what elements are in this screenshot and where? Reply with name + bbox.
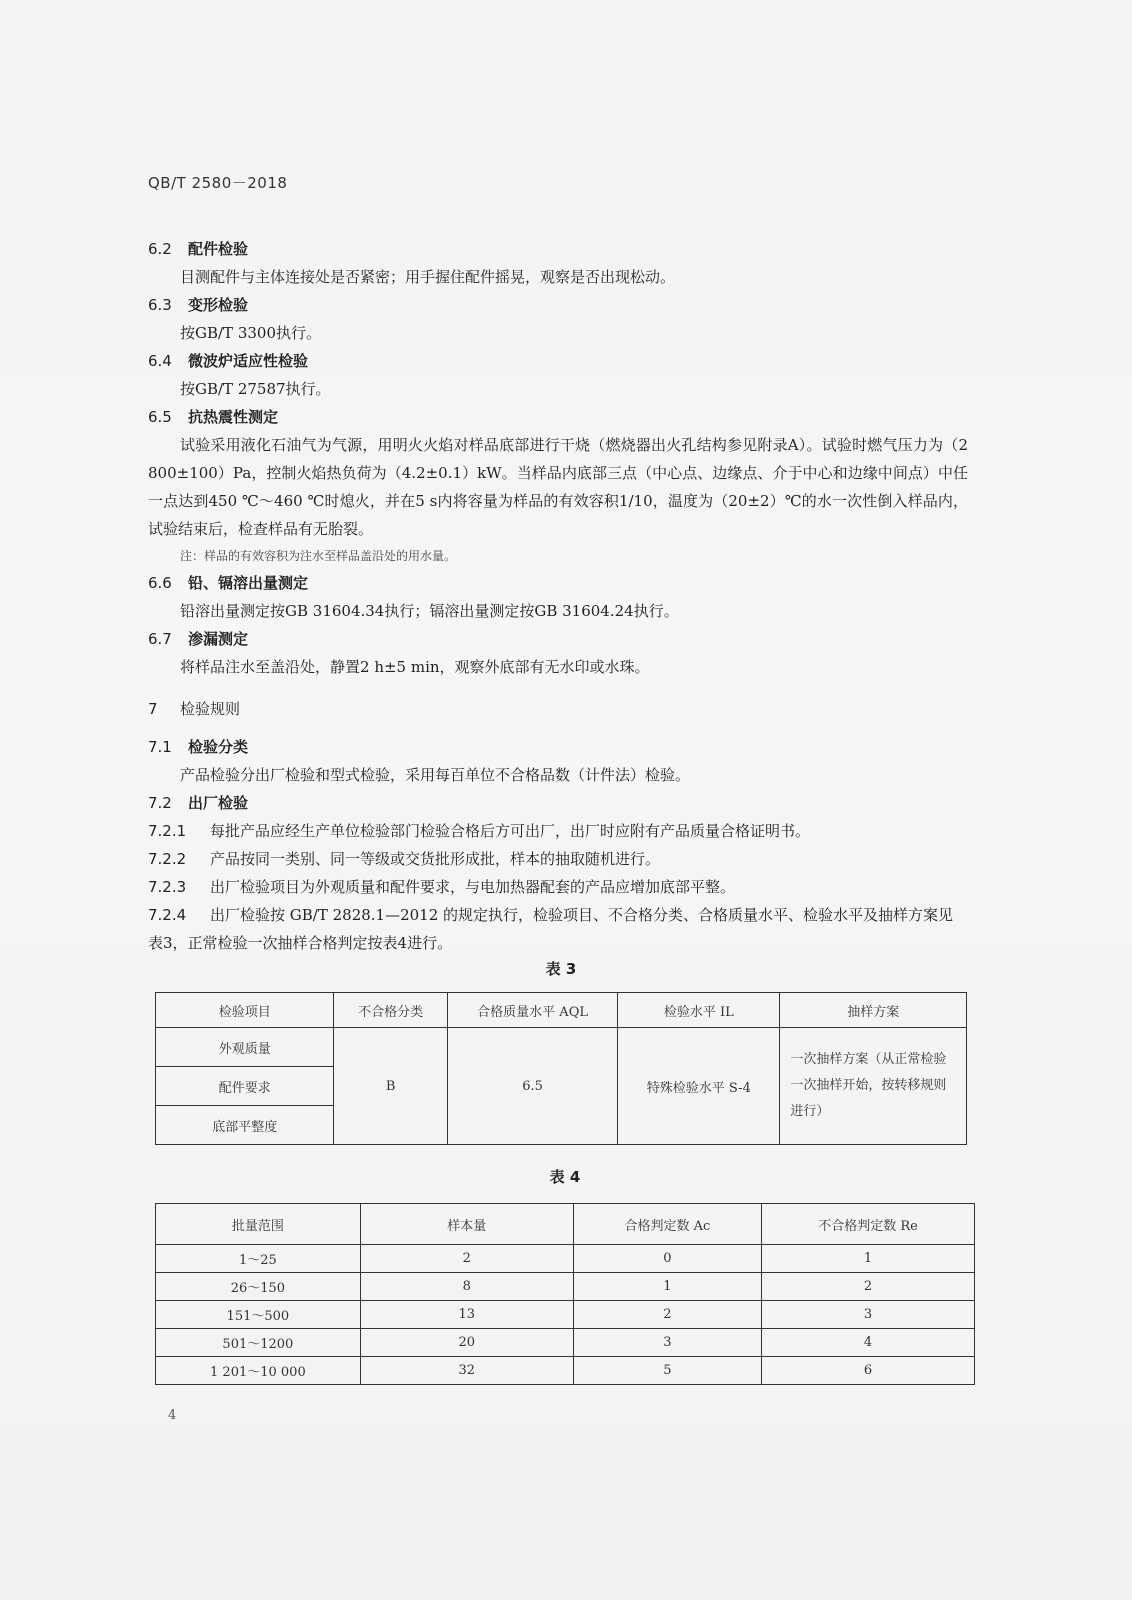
table-cell: 8 [360, 1273, 573, 1301]
body-content [148, 235, 968, 957]
section-heading: 6.7 渗漏测定 [148, 630, 249, 648]
section-heading: 6.6 铅、镉溶出量测定 [148, 574, 309, 592]
section-heading: 6.4 微波炉适应性检验 [148, 352, 309, 370]
section-heading: 6.2 配件检验 [148, 240, 249, 258]
clause: 7.2.1 每批产品应经生产单位检验部门检验合格后方可出厂，出厂时应附有产品质量合格证明书。 [148, 822, 811, 840]
clause: 7.2.3 出厂检验项目为外观质量和配件要求，与电加热器配套的产品应增加底部平整。 [148, 878, 736, 896]
section-note: 注：样品的有效容积为注水至样品盖沿处的用水量。 [180, 549, 457, 563]
section-text: 目测配件与主体连接处是否紧密；用手握住配件摇晃，观察是否出现松动。 [180, 268, 676, 286]
table-cell: 20 [360, 1329, 573, 1357]
table-cell: 底部平整度 [156, 1106, 334, 1145]
section-heading: 7.1 检验分类 [148, 738, 249, 756]
column-header: 合格质量水平 AQL [447, 993, 617, 1028]
table-cell: 151～500 [156, 1301, 361, 1329]
table-cell: 2 [573, 1301, 761, 1329]
section-text: 产品检验分出厂检验和型式检验，采用每百单位不合格品数（计件法）检验。 [180, 766, 691, 784]
table-row [156, 1329, 975, 1357]
table-cell: 1～25 [156, 1245, 361, 1273]
table-cell: 1 [573, 1273, 761, 1301]
column-header: 检验项目 [156, 993, 334, 1028]
table-cell: 外观质量 [156, 1028, 334, 1067]
standard-number: QB/T 2580－2018 [148, 174, 288, 192]
chapter-heading: 7 检验规则 [148, 700, 241, 718]
table-cell: 4 [762, 1329, 975, 1357]
section-heading: 6.5 抗热震性测定 [148, 408, 279, 426]
table-cell: 5 [573, 1357, 761, 1385]
table-caption: 表 3 [545, 960, 577, 978]
table-row [156, 1028, 967, 1067]
section-text: 试验采用液化石油气为气源，用明火火焰对样品底部进行干烧（燃烧器出火孔结构参见附录A）。试验时燃气压力为（2 800±100）Pa，控制火焰热负荷为（4.2±0.1）kW。当样品内底部三点（中心点、边缘点、介于中心和边缘中间点）中任一点达到450 ℃～460 ℃时熄火，并在5 s内将容量为样品的有效容积1/10，温度为（20±2）℃的水一次性倒入样品内，试验结束后，检查样品有无胎裂。 [148, 436, 968, 538]
table-cell: 501～1200 [156, 1329, 361, 1357]
section-text: 按GB/T 3300执行。 [180, 324, 322, 342]
section-text: 将样品注水至盖沿处，静置2 h±5 min，观察外底部有无水印或水珠。 [180, 658, 650, 676]
table-cell: 0 [573, 1245, 761, 1273]
table-cell: 26～150 [156, 1273, 361, 1301]
table-cell: 6.5 [447, 1028, 617, 1145]
table-cell: B [334, 1028, 448, 1145]
column-header: 合格判定数 Ac [573, 1204, 761, 1245]
table-row [156, 1301, 975, 1329]
clause: 7.2.2 产品按同一类别、同一等级或交货批形成批，样本的抽取随机进行。 [148, 850, 661, 868]
table-row [156, 1357, 975, 1385]
table-caption: 表 4 [549, 1168, 581, 1186]
column-header: 样本量 [360, 1204, 573, 1245]
table-cell: 配件要求 [156, 1067, 334, 1106]
table-cell: 3 [573, 1329, 761, 1357]
table-cell: 32 [360, 1357, 573, 1385]
table-row [156, 1245, 975, 1273]
column-header: 检验水平 IL [618, 993, 780, 1028]
column-header: 不合格判定数 Re [762, 1204, 975, 1245]
table-cell: 2 [360, 1245, 573, 1273]
table-header-row [156, 1204, 975, 1245]
table-3 [155, 992, 967, 1145]
table-cell: 3 [762, 1301, 975, 1329]
section-heading: 6.3 变形检验 [148, 296, 249, 314]
table-cell: 2 [762, 1273, 975, 1301]
section-text: 铅溶出量测定按GB 31604.34执行；镉溶出量测定按GB 31604.24执行。 [180, 602, 679, 620]
table-cell: 1 201～10 000 [156, 1357, 361, 1385]
table-cell: 特殊检验水平 S-4 [618, 1028, 780, 1145]
table-row [156, 1273, 975, 1301]
column-header: 抽样方案 [780, 993, 967, 1028]
table-cell: 6 [762, 1357, 975, 1385]
section-text: 按GB/T 27587执行。 [180, 380, 331, 398]
table-4 [155, 1203, 975, 1385]
table-cell: 1 [762, 1245, 975, 1273]
page-number: 4 [168, 1408, 177, 1423]
table-cell: 13 [360, 1301, 573, 1329]
column-header: 批量范围 [156, 1204, 361, 1245]
table-header-row [156, 993, 967, 1028]
section-heading: 7.2 出厂检验 [148, 794, 249, 812]
table-cell: 一次抽样方案（从正常检验一次抽样开始，按转移规则进行） [780, 1028, 967, 1145]
clause: 7.2.4 出厂检验按 GB/T 2828.1—2012 的规定执行，检验项目、不合格分类、合格质量水平、检验水平及抽样方案见表3，正常检验一次抽样合格判定按表4进行。 [148, 906, 954, 952]
column-header: 不合格分类 [334, 993, 448, 1028]
